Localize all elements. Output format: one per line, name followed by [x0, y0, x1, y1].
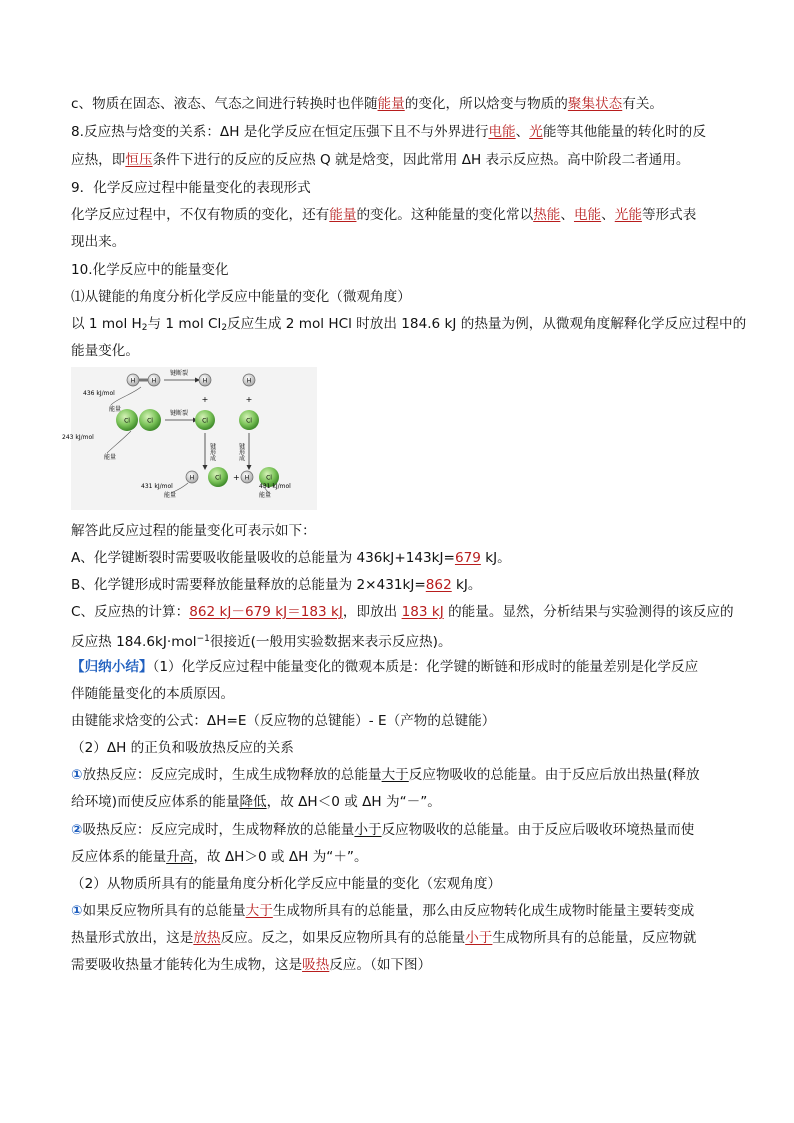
blank-answer: 大于 [245, 903, 273, 919]
blank-answer: 电能 [573, 207, 602, 223]
cl-atom-label: Cl [124, 417, 130, 425]
cl-atom-label: Cl [246, 417, 252, 425]
summary-cont: 伴随能量变化的本质原因。 [71, 686, 235, 702]
para-c: c、物质在固态、液态、气态之间进行转换时也伴随能量的变化，所以焓变与物质的聚集状态有关。 [71, 96, 664, 112]
summary-tag: 【归纳小结】 [71, 659, 153, 675]
blank-answer: 恒压 [125, 152, 153, 168]
para-c-cont: 反应热 184.6kJ·mol$^{-1}$很接近(一般用实验数据来表示反应热)。 [71, 634, 452, 650]
blank-answer: 862 [425, 577, 452, 593]
para-example-cont: 能量变化。 [71, 343, 139, 359]
para-8: 8.反应热与焓变的关系：ΔH 是化学反应在恒定压强下且不与外界进行电能、光能等其他能量的转化时的反 [71, 124, 706, 140]
energy-label: 能量 [164, 492, 177, 499]
exothermic: ①放热反应：反应完成时，生成生成物释放的总能量大于反应物吸收的总能量。由于反应后放出热量(释放 [71, 767, 700, 783]
blank-answer: 能量 [329, 207, 357, 223]
subheading-1: ⑴从键能的角度分析化学反应中能量的变化（微观角度） [71, 289, 411, 305]
macro-1: ①如果反应物所具有的总能量大于生成物所具有的总能量，那么由反应物转化成生成物时能量主要转变成 [71, 903, 695, 919]
bond-break-label: 键断裂 [169, 410, 189, 417]
formula: 由键能求焓变的公式：ΔH=E（反应物的总键能）- E（产物的总键能） [71, 713, 496, 729]
macro-2: 热量形式放出，这是放热反应。反之，如果反应物所具有的总能量小于生成物所具有的总能量，反应物就 [71, 930, 697, 946]
blank-answer: 光能 [614, 207, 642, 223]
cl-atom-label: Cl [215, 474, 221, 482]
bond-form-label: 键形成 [237, 443, 245, 461]
bond-energy-diagram [62, 367, 317, 510]
exothermic-cont: 给环境)而使反应体系的能量降低，故 ΔH＜0 或 ΔH 为“－”。 [71, 794, 441, 810]
para-example: 以 1 mol $H_2$与 1 mol $Cl_2$反应生成 2 mol HCl 时放出 184.6 kJ 的热量为例，从微观角度解释化学反应过程中的 [71, 316, 747, 333]
subheading-3: （2）从物质所具有的能量角度分析化学反应中能量的变化（宏观角度） [71, 876, 502, 892]
cl-atom-label: Cl [266, 474, 272, 482]
plus-sign: + [245, 395, 253, 404]
h-atom-label: H [246, 377, 252, 385]
blank-answer: 聚集状态 [567, 96, 623, 112]
h-atom-label: H [244, 474, 250, 482]
macro-3: 需要吸收热量才能转化为生成物，这是吸热反应。（如下图） [71, 957, 432, 973]
h2-energy-label: 436 kJ/mol [83, 390, 115, 397]
blank-answer: 小于 [465, 930, 493, 946]
plus-sign: + [201, 395, 209, 404]
h-atom-label: H [202, 377, 208, 385]
hcl-energy-label: 431 kJ/mol [259, 483, 291, 490]
hcl-energy-label: 431 kJ/mol [141, 483, 173, 490]
cl-atom-label: Cl [202, 417, 208, 425]
cl2-energy-label: 243 kJ/mol [62, 434, 94, 441]
bond-break-label: 键断裂 [169, 370, 189, 377]
bond-form-label: 键形成 [208, 443, 216, 461]
cl-atom-label: Cl [147, 417, 153, 425]
blank-answer: 862 kJ－679 kJ＝183 kJ [189, 604, 343, 620]
blank-answer: 吸热 [302, 957, 330, 973]
summary: 【归纳小结】（1）化学反应过程中能量变化的微观本质是：化学键的断链和形成时的能量差别是化学反应 [71, 659, 699, 675]
blank-answer: 679 [454, 550, 481, 566]
blank-answer: 能量 [377, 96, 405, 112]
heading-9: 9．化学反应过程中能量变化的表现形式 [71, 180, 311, 196]
blank-answer: 光 [529, 124, 543, 140]
energy-label: 能量 [109, 406, 122, 413]
para-b: B、化学键形成时需要释放能量释放的总能量为 2×431kJ=862 kJ。 [71, 577, 482, 593]
h-atom-label: H [189, 474, 195, 482]
blank-answer: 电能 [488, 124, 516, 140]
energy-label: 能量 [259, 492, 272, 499]
plus-sign: + [233, 473, 240, 482]
subheading-2: （2）ΔH 的正负和吸放热反应的关系 [71, 740, 294, 756]
endothermic: ②吸热反应：反应完成时，生成物释放的总能量小于反应物吸收的总能量。由于反应后吸收环境热量而使 [71, 822, 695, 838]
endothermic-cont: 反应体系的能量升高，故 ΔH＞0 或 ΔH 为“＋”。 [71, 849, 368, 865]
para-a: A、化学键断裂时需要吸收能量吸收的总能量为 436kJ+143kJ=679 kJ。 [71, 550, 511, 566]
para-analysis: 解答此反应过程的能量变化可表示如下： [71, 523, 316, 539]
heading-10: 10.化学反应中的能量变化 [71, 262, 229, 278]
h-atom-label: H [130, 377, 136, 385]
para-9: 化学反应过程中，不仅有物质的变化，还有能量的变化。这种能量的变化常以热能、电能、光能等形式表 [71, 207, 697, 223]
blank-answer: 183 kJ [401, 604, 444, 620]
blank-answer: 热能 [533, 207, 561, 223]
para-c-calc: C、反应热的计算：862 kJ－679 kJ＝183 kJ，即放出 183 kJ 的能量。显然，分析结果与实验测得的该反应的 [71, 604, 734, 620]
blank-answer: 放热 [193, 930, 221, 946]
para-9-cont: 现出来。 [71, 234, 126, 250]
h-atom-label: H [151, 377, 157, 385]
energy-label: 能量 [104, 454, 117, 461]
para-8-cont: 应热，即恒压条件下进行的反应的反应热 Q 就是焓变，因此常用 ΔH 表示反应热。高中阶段二者通用。 [71, 152, 690, 168]
